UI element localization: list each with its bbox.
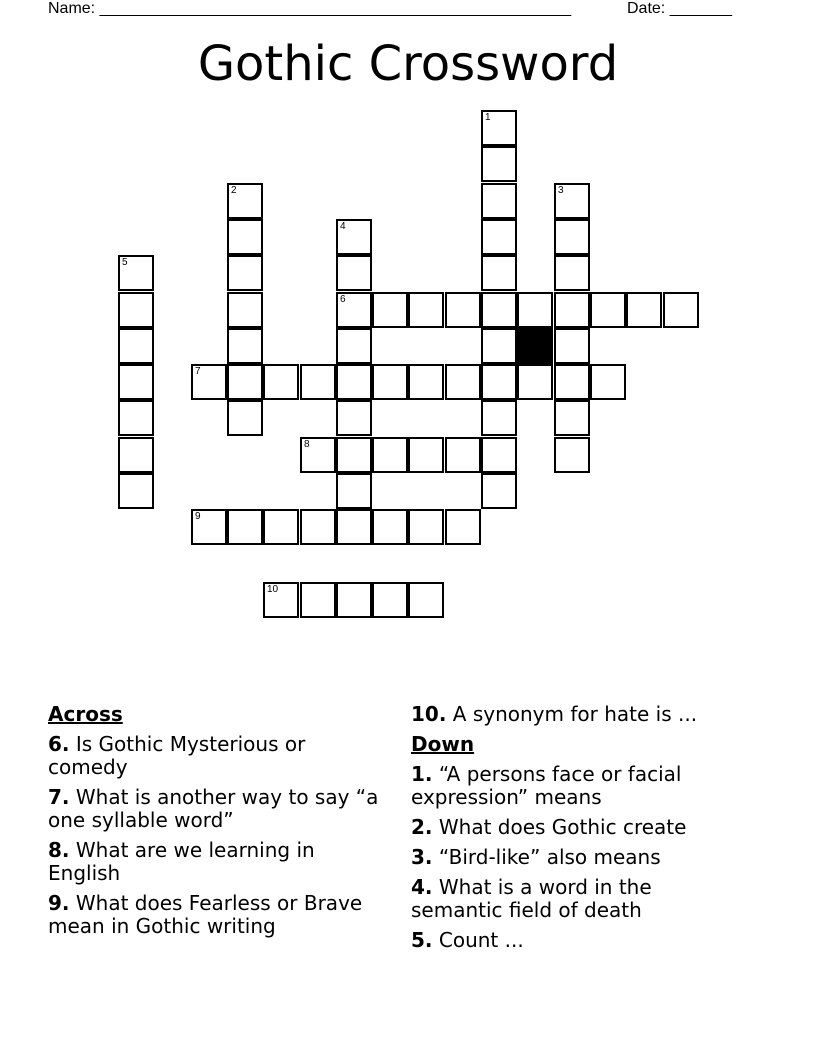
grid-cell[interactable] — [590, 364, 626, 400]
clue-down-1: 1. “A persons face or facial expression” means — [411, 762, 682, 809]
grid-cell[interactable] — [336, 292, 372, 328]
clue-across-9: 9. What does Fearless or Brave mean in Gothic writing — [48, 891, 363, 938]
grid-cell[interactable] — [263, 509, 299, 545]
grid-cell[interactable] — [118, 400, 154, 436]
grid-cell[interactable] — [191, 509, 227, 545]
grid-cell[interactable] — [227, 292, 263, 328]
grid-cell[interactable] — [554, 292, 590, 328]
grid-cell[interactable] — [372, 437, 408, 473]
grid-cell[interactable] — [118, 473, 154, 509]
grid-cell[interactable] — [481, 255, 517, 291]
grid-cell[interactable] — [554, 364, 590, 400]
grid-cell[interactable] — [227, 328, 263, 364]
grid-cell[interactable] — [118, 437, 154, 473]
clue-number: 3 — [558, 185, 564, 196]
grid-cell[interactable] — [336, 400, 372, 436]
clue-number: 7 — [195, 366, 201, 377]
grid-cell[interactable] — [336, 364, 372, 400]
grid-cell[interactable] — [227, 364, 263, 400]
grid-cell[interactable] — [445, 509, 481, 545]
grid-cell[interactable] — [554, 328, 590, 364]
grid-cell[interactable] — [481, 400, 517, 436]
clue-across-10: 10. A synonym for hate is ... — [411, 702, 698, 726]
grid-cell[interactable] — [517, 292, 553, 328]
clue-number: 1 — [485, 112, 491, 123]
grid-cell[interactable] — [118, 364, 154, 400]
clue-down-5: 5. Count ... — [411, 928, 524, 952]
clue-down-4: 4. What is a word in the semantic field of death — [411, 875, 652, 922]
grid-cell[interactable] — [408, 292, 444, 328]
grid-cell[interactable] — [663, 292, 699, 328]
grid-cell[interactable] — [263, 364, 299, 400]
grid-cell[interactable] — [554, 183, 590, 219]
grid-cell[interactable] — [408, 437, 444, 473]
grid-cell[interactable] — [227, 219, 263, 255]
grid-cell[interactable] — [227, 183, 263, 219]
page-title: Gothic Crossword — [197, 36, 619, 92]
grid-cell[interactable] — [372, 582, 408, 618]
clue-across-8: 8. What are we learning in English — [48, 838, 315, 885]
grid-cell[interactable] — [372, 509, 408, 545]
grid-cell[interactable] — [554, 437, 590, 473]
name-field: Name: _____________________________________________________ — [48, 0, 572, 17]
date-field: Date: _______ — [627, 0, 732, 17]
grid-cell[interactable] — [118, 292, 154, 328]
clue-down-2: 2. What does Gothic create — [411, 815, 687, 839]
grid-cell[interactable] — [481, 110, 517, 146]
grid-cell[interactable] — [517, 364, 553, 400]
clue-number: 6 — [340, 294, 346, 305]
clue-number: 5 — [122, 257, 128, 268]
grid-cell[interactable] — [554, 400, 590, 436]
grid-cell[interactable] — [554, 219, 590, 255]
grid-cell[interactable] — [336, 509, 372, 545]
clue-across-6: 6. Is Gothic Mysterious or comedy — [48, 732, 306, 779]
grid-cell[interactable] — [300, 364, 336, 400]
grid-cell[interactable] — [481, 183, 517, 219]
grid-cell[interactable] — [626, 292, 662, 328]
grid-cell[interactable] — [227, 509, 263, 545]
grid-cell[interactable] — [336, 219, 372, 255]
grid-cell[interactable] — [408, 509, 444, 545]
grid-cell[interactable] — [481, 219, 517, 255]
black-square — [517, 328, 553, 364]
grid-cell[interactable] — [445, 364, 481, 400]
grid-cell[interactable] — [481, 437, 517, 473]
grid-cell[interactable] — [445, 292, 481, 328]
clues-column-left — [48, 703, 388, 945]
clue-number: 10 — [267, 584, 279, 595]
across-heading: Across — [48, 702, 123, 726]
grid-cell[interactable] — [300, 437, 336, 473]
clue-number: 9 — [195, 511, 201, 522]
grid-cell[interactable] — [408, 364, 444, 400]
grid-cell[interactable] — [227, 255, 263, 291]
grid-cell[interactable] — [263, 582, 299, 618]
clue-number: 2 — [231, 185, 237, 196]
grid-cell[interactable] — [336, 328, 372, 364]
grid-cell[interactable] — [372, 292, 408, 328]
grid-cell[interactable] — [336, 255, 372, 291]
grid-cell[interactable] — [300, 582, 336, 618]
grid-cell[interactable] — [300, 509, 336, 545]
grid-cell[interactable] — [554, 255, 590, 291]
grid-cell[interactable] — [481, 473, 517, 509]
down-heading: Down — [411, 732, 475, 756]
grid-cell[interactable] — [336, 582, 372, 618]
grid-cell[interactable] — [336, 473, 372, 509]
clue-down-3: 3. “Bird-like” also means — [411, 845, 661, 869]
clue-across-7: 7. What is another way to say “a one syllable word” — [48, 785, 379, 832]
grid-cell[interactable] — [372, 364, 408, 400]
grid-cell[interactable] — [191, 364, 227, 400]
grid-cell[interactable] — [408, 582, 444, 618]
grid-cell[interactable] — [445, 437, 481, 473]
grid-cell[interactable] — [481, 328, 517, 364]
grid-cell[interactable] — [590, 292, 626, 328]
grid-cell[interactable] — [336, 437, 372, 473]
clue-number: 4 — [340, 221, 346, 232]
grid-cell[interactable] — [481, 292, 517, 328]
grid-cell[interactable] — [118, 328, 154, 364]
grid-cell[interactable] — [481, 146, 517, 182]
grid-cell[interactable] — [118, 255, 154, 291]
clues-column-right — [411, 703, 741, 959]
clue-number: 8 — [304, 439, 310, 450]
grid-cell[interactable] — [227, 400, 263, 436]
grid-cell[interactable] — [481, 364, 517, 400]
